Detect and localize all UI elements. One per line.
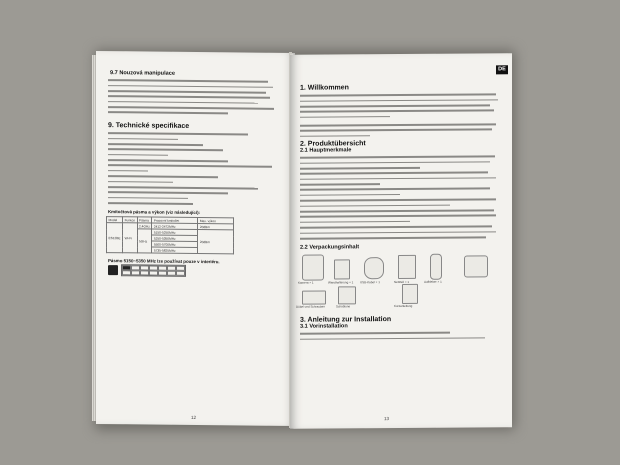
heading-installation: 3. Anleitung zur Installation (300, 316, 392, 324)
heading-package-contents: 2.2 Verpackungsinhalt (300, 244, 360, 251)
table-header: Pásma (137, 217, 152, 223)
cable-icon (364, 257, 384, 279)
right-install-lines (300, 329, 485, 341)
screws-icon (302, 291, 326, 305)
package-caption: Netzteil × 1 (394, 279, 410, 285)
table-header: Model (107, 217, 123, 223)
package-caption: USB-Kabel × 1 (360, 280, 380, 285)
table-cell-freq: 5250-5350MHz (152, 235, 198, 241)
heading-emergency: 9.7 Nouzová manipulace (110, 70, 175, 77)
table-cell-power: 20dBm (198, 230, 234, 254)
package-caption: Dübel und Schrauben (296, 304, 326, 309)
table-cell-power: 20dBm (198, 224, 234, 230)
table-cell-model: ES12BE (107, 223, 123, 253)
country-grid (121, 264, 186, 277)
package-caption: Aufkleber × 1 (424, 279, 442, 284)
template-icon (338, 286, 356, 304)
mount-icon (334, 259, 350, 279)
camera-icon (302, 255, 324, 281)
language-tag: DE (496, 65, 508, 74)
page-number: 13 (384, 416, 390, 422)
table-header: Max. výkon (198, 218, 234, 224)
table-cell-freq: 5735-5825MHz (152, 247, 198, 253)
frequency-table (106, 216, 234, 254)
package-caption: Kurzanleitung (394, 303, 413, 309)
table-title: Kmitočtová pásma a výkon (viz následující): (108, 209, 200, 216)
table-cell-freq: 5150-5250MHz (152, 229, 198, 235)
left-text-block-1 (108, 77, 274, 116)
table-header: Funkce (124, 217, 136, 222)
bag-icon (464, 255, 488, 277)
manual-icon (402, 284, 418, 304)
page-number: 12 (191, 414, 197, 421)
table-cell-function: Wi-Fi (123, 223, 137, 253)
table-header: Pracovní kmitočet (152, 217, 198, 223)
heading-product-overview: 2. Produktübersicht (300, 140, 366, 148)
band-note: Pásmo 5150~5350 MHz lze používat pouze v interiéru. (108, 258, 220, 265)
right-features-lines (300, 153, 496, 241)
heading-welcome: 1. Willkommen (300, 84, 349, 92)
package-caption: Schablone (336, 304, 351, 309)
table-cell-freq: 5500-5700MHz (152, 241, 198, 247)
heading-main-features: 2.1 Hauptmerkmale (300, 147, 352, 154)
package-caption: Kamera × 1 (298, 280, 314, 285)
table-cell-band: 2.4GHz (139, 223, 150, 229)
heading-specs: 9. Technické specifikace (108, 122, 190, 130)
right-page (290, 53, 512, 429)
table-cell-freq: 2412-2472MHz (152, 223, 198, 229)
left-page (96, 51, 295, 426)
sticker-icon (430, 254, 442, 280)
package-caption: Wandhalterung × 1 (328, 280, 354, 285)
table-cell-band: 5GHz (137, 229, 152, 253)
heading-preinstallation: 3.1 Vorinstallation (300, 323, 348, 330)
left-specs-lines (108, 130, 272, 207)
country-logo-icon (108, 265, 118, 275)
right-text-block-1 (300, 91, 498, 139)
adapter-icon (398, 255, 416, 279)
